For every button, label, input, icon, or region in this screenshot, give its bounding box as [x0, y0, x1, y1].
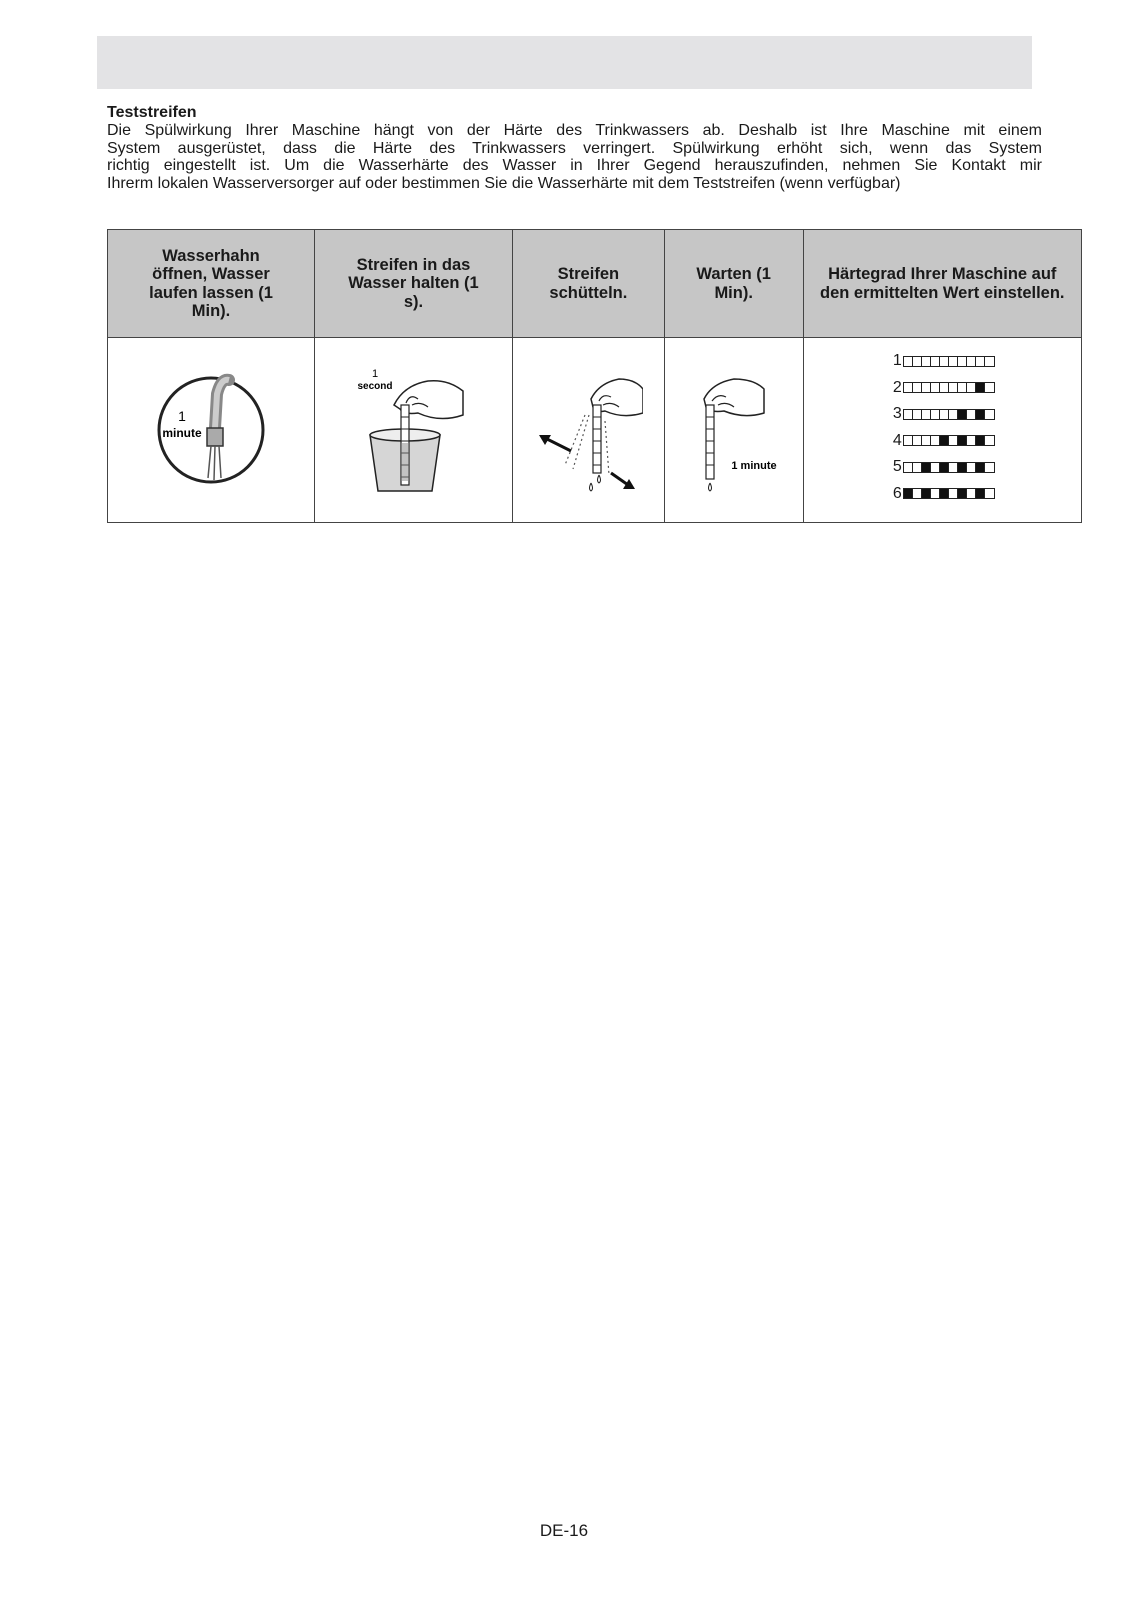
hardness-strip-cell: [958, 410, 967, 419]
hardness-strip-cell: [985, 436, 994, 445]
hardness-strip-cell: [913, 489, 922, 498]
header-band: [97, 36, 1032, 89]
hardness-strip: [903, 382, 995, 393]
hardness-level-row: [890, 348, 995, 375]
shake-strip-icon: [533, 365, 643, 495]
hardness-strip-cell: [922, 463, 931, 472]
hardness-strip-cell: [931, 489, 940, 498]
hardness-level-number: 5: [892, 458, 902, 476]
hardness-strip-cell: [940, 489, 949, 498]
cup-label-number: 1: [372, 368, 379, 380]
hardness-strip-cell: [967, 436, 976, 445]
hardness-strip-cell: [949, 489, 958, 498]
cell-step-5: [803, 338, 1081, 523]
hardness-strip-cell: [958, 383, 967, 392]
tap-water-icon: [151, 370, 271, 490]
hardness-strip-cell: [931, 357, 940, 366]
hardness-level-number: 2: [892, 378, 902, 396]
hardness-strip-cell: [922, 357, 931, 366]
tap-label-number: 1: [178, 408, 186, 424]
section-teststreifen: [107, 104, 1042, 192]
hardness-strip-cell: [949, 436, 958, 445]
hardness-level-row: [890, 428, 995, 455]
hardness-strip-cell: [904, 489, 913, 498]
hardness-strip-cell: [949, 357, 958, 366]
body-line-1: Die Spülwirkung Ihrer Maschine hängt von der Härte des Trinkwassers ab. Deshalb ist Ihre Maschine mit einem: [107, 122, 1042, 139]
hardness-strip: [903, 435, 995, 446]
section-title: Teststreifen: [107, 104, 197, 121]
hardness-strip-cell: [985, 489, 994, 498]
table-header-row: [108, 230, 1082, 338]
hardness-strip-cell: [940, 383, 949, 392]
wait-label: 1 minute: [731, 460, 777, 472]
hardness-strip-cell: [940, 410, 949, 419]
hardness-strip-cell: [976, 410, 985, 419]
hardness-strip-cell: [904, 357, 913, 366]
hardness-strip-cell: [913, 357, 922, 366]
hardness-level-number: 1: [892, 352, 902, 370]
hardness-strip-cell: [922, 489, 931, 498]
body-line-2: System ausgerüstet, dass die Härte des Trinkwassers verringert. Spülwirkung erhöht sich, wenn das System: [107, 139, 1042, 157]
hardness-strip-cell: [967, 357, 976, 366]
cell-step-2: [315, 338, 513, 523]
hardness-strip-cell: [931, 410, 940, 419]
hardness-strip-cell: [940, 436, 949, 445]
hardness-strip-cell: [985, 410, 994, 419]
hardness-strip-cell: [985, 463, 994, 472]
hardness-level-row: [890, 454, 995, 481]
hardness-strip-cell: [922, 436, 931, 445]
hardness-level-number: 4: [892, 431, 902, 449]
hardness-strip: [903, 356, 995, 367]
hardness-strip-cell: [913, 383, 922, 392]
header-step-2: Streifen in das Wasser halten (1 s).: [315, 230, 513, 338]
hardness-strip-cell: [940, 357, 949, 366]
header-step-4: Warten (1 Min).: [664, 230, 803, 338]
hardness-strip-cell: [976, 489, 985, 498]
hardness-strip-cell: [985, 383, 994, 392]
hardness-strip-cell: [967, 463, 976, 472]
body-line-3: richtig eingestellt ist. Um die Wasserhärte des Wasser in Ihrer Gegend herauszufinden, nehmen Sie Kontakt mir: [107, 157, 1042, 174]
hardness-strip-cell: [949, 383, 958, 392]
hardness-strip-cell: [958, 463, 967, 472]
hardness-level-list: [890, 348, 995, 507]
strip-in-cup-icon: [348, 365, 478, 495]
hardness-strip-cell: [922, 383, 931, 392]
cell-step-4: [664, 338, 803, 523]
cup-label-unit: second: [357, 381, 393, 392]
hardness-strip-cell: [904, 383, 913, 392]
hardness-strip-cell: [913, 436, 922, 445]
header-step-5: Härtegrad Ihrer Maschine auf den ermittelten Wert einstellen.: [803, 230, 1081, 338]
hardness-level-number: 6: [892, 484, 902, 502]
test-strip-table: [107, 229, 1082, 523]
hardness-strip-cell: [931, 383, 940, 392]
hardness-level-number: 3: [892, 405, 902, 423]
cell-step-3: [512, 338, 664, 523]
hardness-strip-cell: [931, 463, 940, 472]
table-illustration-row: [108, 338, 1082, 523]
header-step-3: Streifen schütteln.: [512, 230, 664, 338]
section-body: [107, 122, 1042, 192]
header-step-1: Wasserhahn öffnen, Wasser laufen lassen (1 Min).: [108, 230, 315, 338]
page-number: DE-16: [539, 1521, 589, 1540]
tap-label-unit: minute: [162, 426, 202, 440]
hardness-strip-cell: [976, 436, 985, 445]
hardness-strip: [903, 462, 995, 473]
hardness-strip-cell: [940, 463, 949, 472]
hardness-strip-cell: [985, 357, 994, 366]
body-line-4: Ihrerm lokalen Wasserversorger auf oder bestimmen Sie die Wasserhärte mit dem Teststreifen (wenn verfügbar): [107, 174, 901, 192]
hardness-strip: [903, 488, 995, 499]
wait-strip-icon: [674, 365, 794, 495]
hardness-strip-cell: [958, 436, 967, 445]
hardness-strip-cell: [913, 410, 922, 419]
hardness-strip-cell: [931, 436, 940, 445]
hardness-strip-cell: [967, 383, 976, 392]
hardness-strip-cell: [904, 463, 913, 472]
hardness-strip-cell: [958, 357, 967, 366]
hardness-strip-cell: [904, 436, 913, 445]
cell-step-1: [108, 338, 315, 523]
hardness-strip-cell: [976, 357, 985, 366]
hardness-strip: [903, 409, 995, 420]
hardness-strip-cell: [949, 463, 958, 472]
hardness-strip-cell: [922, 410, 931, 419]
hardness-strip-cell: [967, 489, 976, 498]
hardness-strip-cell: [958, 489, 967, 498]
hardness-level-row: [890, 401, 995, 428]
hardness-strip-cell: [949, 410, 958, 419]
hardness-strip-cell: [967, 410, 976, 419]
hardness-strip-cell: [976, 383, 985, 392]
hardness-strip-cell: [913, 463, 922, 472]
hardness-strip-cell: [976, 463, 985, 472]
hardness-level-row: [890, 481, 995, 508]
hardness-strip-cell: [904, 410, 913, 419]
hardness-level-row: [890, 375, 995, 402]
